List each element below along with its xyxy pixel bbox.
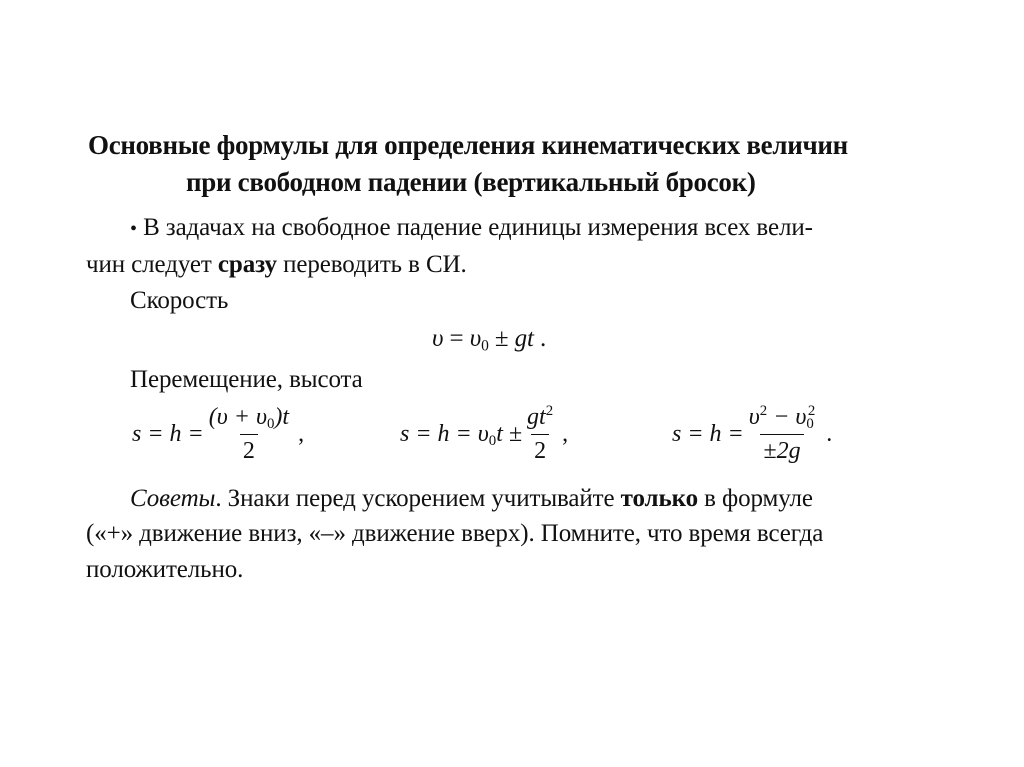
intro-text-1: В задачах на свободное падение единицы измерения всех вели- [143,214,813,241]
velocity-heading: Скорость [130,287,229,314]
v0-subscript: 0 [481,337,489,355]
f3-fraction [746,404,819,465]
f2-lhs: $s = h = \upsilon_0t$ ± [400,421,523,450]
f2-fraction [524,404,556,465]
f2-numerator: $gt^2$ [527,402,554,430]
advice-line-2: («+» движение вниз, «–» движение вверх). Помните, что время всегда [86,520,824,547]
f3-lhs: s = h = [672,421,744,447]
intro-line-2 [86,251,467,279]
displacement-heading: Перемещение, высота [130,366,363,393]
intro-bold-word: сразу [217,251,277,278]
advice-line-1 [130,485,813,513]
f2-comma: , [562,421,569,447]
f1-denominator: 2 [240,434,258,465]
advice-text-1a: . Знаки перед ускорением учитывайте [215,485,621,512]
f1-comma: , [298,421,305,447]
f1-numerator: $(\upsilon + \upsilon_0)t$ [208,404,290,433]
f1-lhs: s = h = [132,421,204,447]
intro-line-1 [130,214,813,242]
title-line-1: Основные формулы для определения кинематических величин [88,130,848,160]
velocity-formula [432,325,546,353]
f2-denominator: 2 [531,434,549,465]
advice-line-3: положительно. [86,556,244,583]
displacement-formula-1 [132,404,304,465]
displacement-formula-3 [672,404,832,465]
f3-numerator: $\upsilon^2 - \upsilon_0^2$ [748,402,816,433]
gt-term: gt [514,325,534,352]
eq-sign: = [443,325,470,352]
title-line-2: при свободном падении (вертикальный бросок) [186,167,756,197]
bullet-icon: • [130,218,137,240]
advice-bold-word: только [620,485,698,512]
period: . [533,325,547,352]
advice-label: Советы [130,485,216,512]
pm-sign: ± [488,325,515,352]
displacement-formula-2 [400,404,568,465]
intro-text-2a: чин следует [86,251,218,278]
advice-text-1b: в формуле [697,485,813,512]
intro-text-2b: переводить в СИ. [276,251,467,278]
v-symbol: υ [432,325,444,352]
f3-period: . [826,421,833,447]
f3-denominator: ±2g [760,434,803,465]
v0-symbol: υ [469,325,482,352]
f1-fraction [206,404,292,465]
